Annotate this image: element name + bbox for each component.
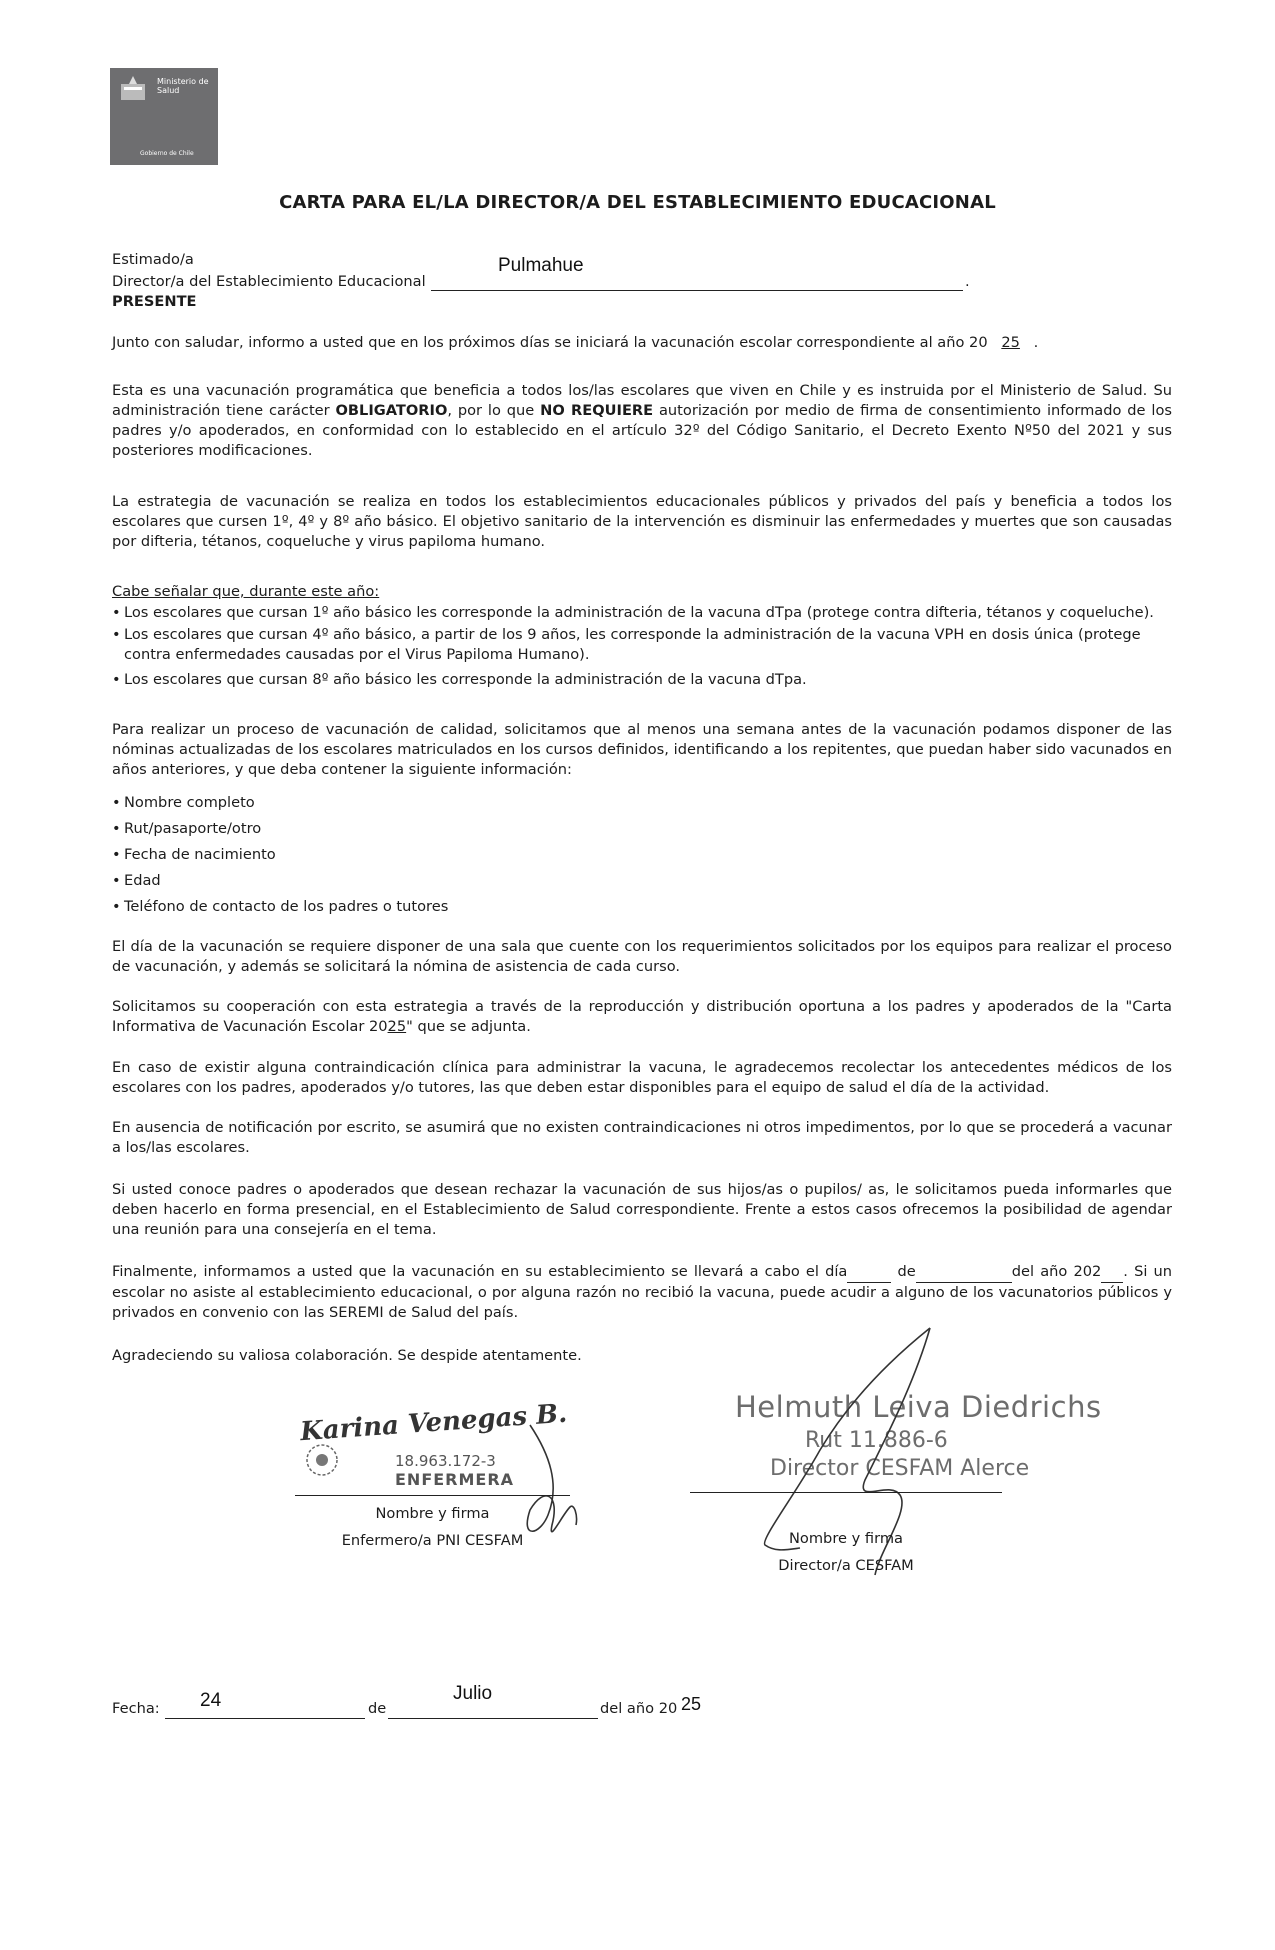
- p9-text-d: . Si un escolar no asiste al establecimiento educacional, o por alguna razón no recibió la vacuna, puede acudir a alguno de los vacunatorios públicos y privados en convenio con las SEREMI de Salud del país.: [112, 1263, 1173, 1321]
- note-heading-text: Cabe señalar que, durante este año:: [112, 583, 380, 600]
- date-de: de: [368, 1700, 387, 1717]
- p9-text-b: de: [897, 1263, 916, 1280]
- paragraph-mandatory: [112, 381, 1172, 461]
- p1-text-c: , por lo que: [447, 402, 541, 419]
- list-item: • Los escolares que cursan 4º año básico, a partir de los 9 años, les corresponde la administración de la vacuna VPH en dosis única (protege contra enfermedades causadas por el Virus Papiloma Humano).: [112, 625, 1172, 665]
- intro-paragraph: [112, 333, 1172, 353]
- paragraph-strategy: La estrategia de vacunación se realiza en todos los establecimientos educacionales públicos y privados del país y beneficia a todos los escolares que cursen 1º, 4º y 8º año básico. El objetivo sanitario de la intervención es disminuir las enfermedades y muertes que son causadas por difteria, tétanos, coqueluche y virus papiloma humano.: [112, 493, 1172, 550]
- list-item: • Edad: [112, 868, 1172, 894]
- left-stamp-rut: 18.963.172-3: [395, 1452, 496, 1470]
- p1-text-a: Esta es una vacunación programática que beneficia a todos los/las escolares que viven en Chile y es instruida por el Ministerio de Salud. Su administración tiene carácter: [112, 382, 1172, 419]
- intro-text: Junto con saludar, informo a usted que en los próximos días se iniciará la vacunación escolar correspondiente al año 20: [112, 334, 988, 351]
- date-day: 24: [200, 1690, 222, 1711]
- date-day-line: [165, 1718, 365, 1719]
- paragraph-room: El día de la vacunación se requiere disponer de una sala que cuente con los requerimientos solicitados por los equipos para realizar el proceso de vacunación, y además se solicitará la nómina de asistencia de cada curso.: [112, 938, 1172, 975]
- list-item: • Los escolares que cursan 1º año básico les corresponde la administración de la vacuna dTpa (protege contra difteria, tétanos y coqueluche).: [112, 603, 1172, 623]
- right-signature-scribble: [740, 1320, 970, 1590]
- list-item: • Teléfono de contacto de los padres o tutores: [112, 894, 1172, 920]
- right-name-label: Nombre y firma: [789, 1530, 903, 1547]
- paragraph-records: Para realizar un proceso de vacunación de calidad, solicitamos que al menos una semana antes de la vacunación podamos disponer de las nóminas actualizadas de los escolares matriculados en los cursos definidos, identificando a los repitentes, que puedan haber sido vacunados en años anteriores, y que deba contener la siguiente información:: [112, 721, 1172, 778]
- list-item: • Fecha de nacimiento: [112, 842, 1172, 868]
- right-stamp-rut: Rut 11.886-6: [805, 1428, 948, 1453]
- ministry-logo: [110, 68, 218, 165]
- p1-obligatorio: OBLIGATORIO: [335, 402, 448, 419]
- greeting-end: .: [965, 273, 970, 290]
- paragraph-notification: En ausencia de notificación por escrito, se asumirá que no existen contraindicaciones ni otros impedimentos, por lo que se procederá a vacunar a los/las escolares.: [112, 1119, 1172, 1156]
- right-signature-line: [690, 1492, 1002, 1493]
- paragraph-contraindication: En caso de existir alguna contraindicación clínica para administrar la vacuna, le agradecemos recolectar los antecedentes médicos de los escolares con los padres, apoderados y/o tutores, las que deben estar disponibles para el equipo de salud el día de la actividad.: [112, 1059, 1172, 1096]
- list-item: • Los escolares que cursan 8º año básico les corresponde la administración de la vacuna dTpa.: [112, 670, 1172, 690]
- p5-year: 25: [387, 1018, 407, 1035]
- year-blank: [1101, 1262, 1123, 1283]
- logo-line1: Ministerio de Salud: [157, 77, 209, 95]
- right-role: Director/a CESFAM: [778, 1557, 914, 1574]
- intro-year: 25: [1001, 334, 1020, 351]
- greeting-present: PRESENTE: [112, 293, 197, 310]
- date-year: 25: [681, 1694, 702, 1714]
- p1-text-e: autorización por medio de firma de consentimiento informado de los padres y/o apoderados, en conformidad con lo establecido en el artículo 32º del Código Sanitario, el Decreto Exento Nº50 del 2021 y sus posteriores modificaciones.: [112, 402, 1172, 459]
- school-line: [431, 290, 963, 291]
- p9-text-c: del año 202: [1011, 1263, 1102, 1280]
- paragraph-cooperation: [112, 997, 1172, 1037]
- paragraph-final: [112, 1262, 1172, 1323]
- info-list: [112, 790, 1172, 920]
- greeting-line2: Director/a del Establecimiento Educacional: [112, 273, 426, 290]
- closing-line: Agradeciendo su valiosa colaboración. Se despide atentamente.: [112, 1347, 582, 1364]
- date-label: Fecha:: [112, 1700, 160, 1717]
- list-item: • Rut/pasaporte/otro: [112, 816, 1172, 842]
- left-stamp-title: ENFERMERA: [395, 1470, 515, 1489]
- left-role: Enfermero/a PNI CESFAM: [341, 1532, 524, 1549]
- p1-no-requiere: NO REQUIERE: [540, 402, 654, 419]
- day-blank: [847, 1262, 891, 1283]
- note-heading: [112, 582, 1172, 602]
- month-blank: [916, 1262, 1012, 1283]
- school-name: Pulmahue: [498, 255, 584, 276]
- left-stamp-name: Karina Venegas B.: [299, 1398, 569, 1448]
- logo-line2: Gobierno de Chile: [140, 150, 194, 157]
- intro-end: .: [1033, 334, 1039, 351]
- note-list: [112, 603, 1172, 690]
- p5-text-a: Solicitamos su cooperación con esta estrategia a través de la reproducción y distribución oportuna a los padres y apoderados de la "Carta Informativa de Vacunación Escolar 20: [112, 998, 1172, 1035]
- seal-icon: [300, 1440, 346, 1480]
- right-stamp-name: Helmuth Leiva Diedrichs: [735, 1390, 1102, 1424]
- date-month-line: [388, 1718, 598, 1719]
- page-title: CARTA PARA EL/LA DIRECTOR/A DEL ESTABLECIMIENTO EDUCACIONAL: [279, 192, 996, 213]
- p9-text-a: Finalmente, informamos a usted que la vacunación en su establecimiento se llevará a cabo el día: [112, 1263, 848, 1280]
- coat-of-arms-icon: [118, 74, 148, 104]
- paragraph-refusal: Si usted conoce padres o apoderados que desean rechazar la vacunación de sus hijos/as o pupilos/ as, le solicitamos pueda informarles que deben hacerlo en forma presencial, en el Establecimiento de Salud correspondiente. Frente a estos casos ofrecemos la posibilidad de agendar una reunión para una consejería en el tema.: [112, 1181, 1172, 1238]
- date-year-label: del año 20: [600, 1700, 678, 1717]
- left-name-label: Nombre y firma: [375, 1505, 490, 1522]
- left-signature-line: [295, 1495, 570, 1496]
- greeting-line1: Estimado/a: [112, 251, 194, 268]
- list-item: • Nombre completo: [112, 790, 1172, 816]
- p5-text-b: " que se adjunta.: [406, 1018, 531, 1035]
- date-month: Julio: [453, 1683, 493, 1704]
- right-stamp-title: Director CESFAM Alerce: [770, 1456, 1030, 1481]
